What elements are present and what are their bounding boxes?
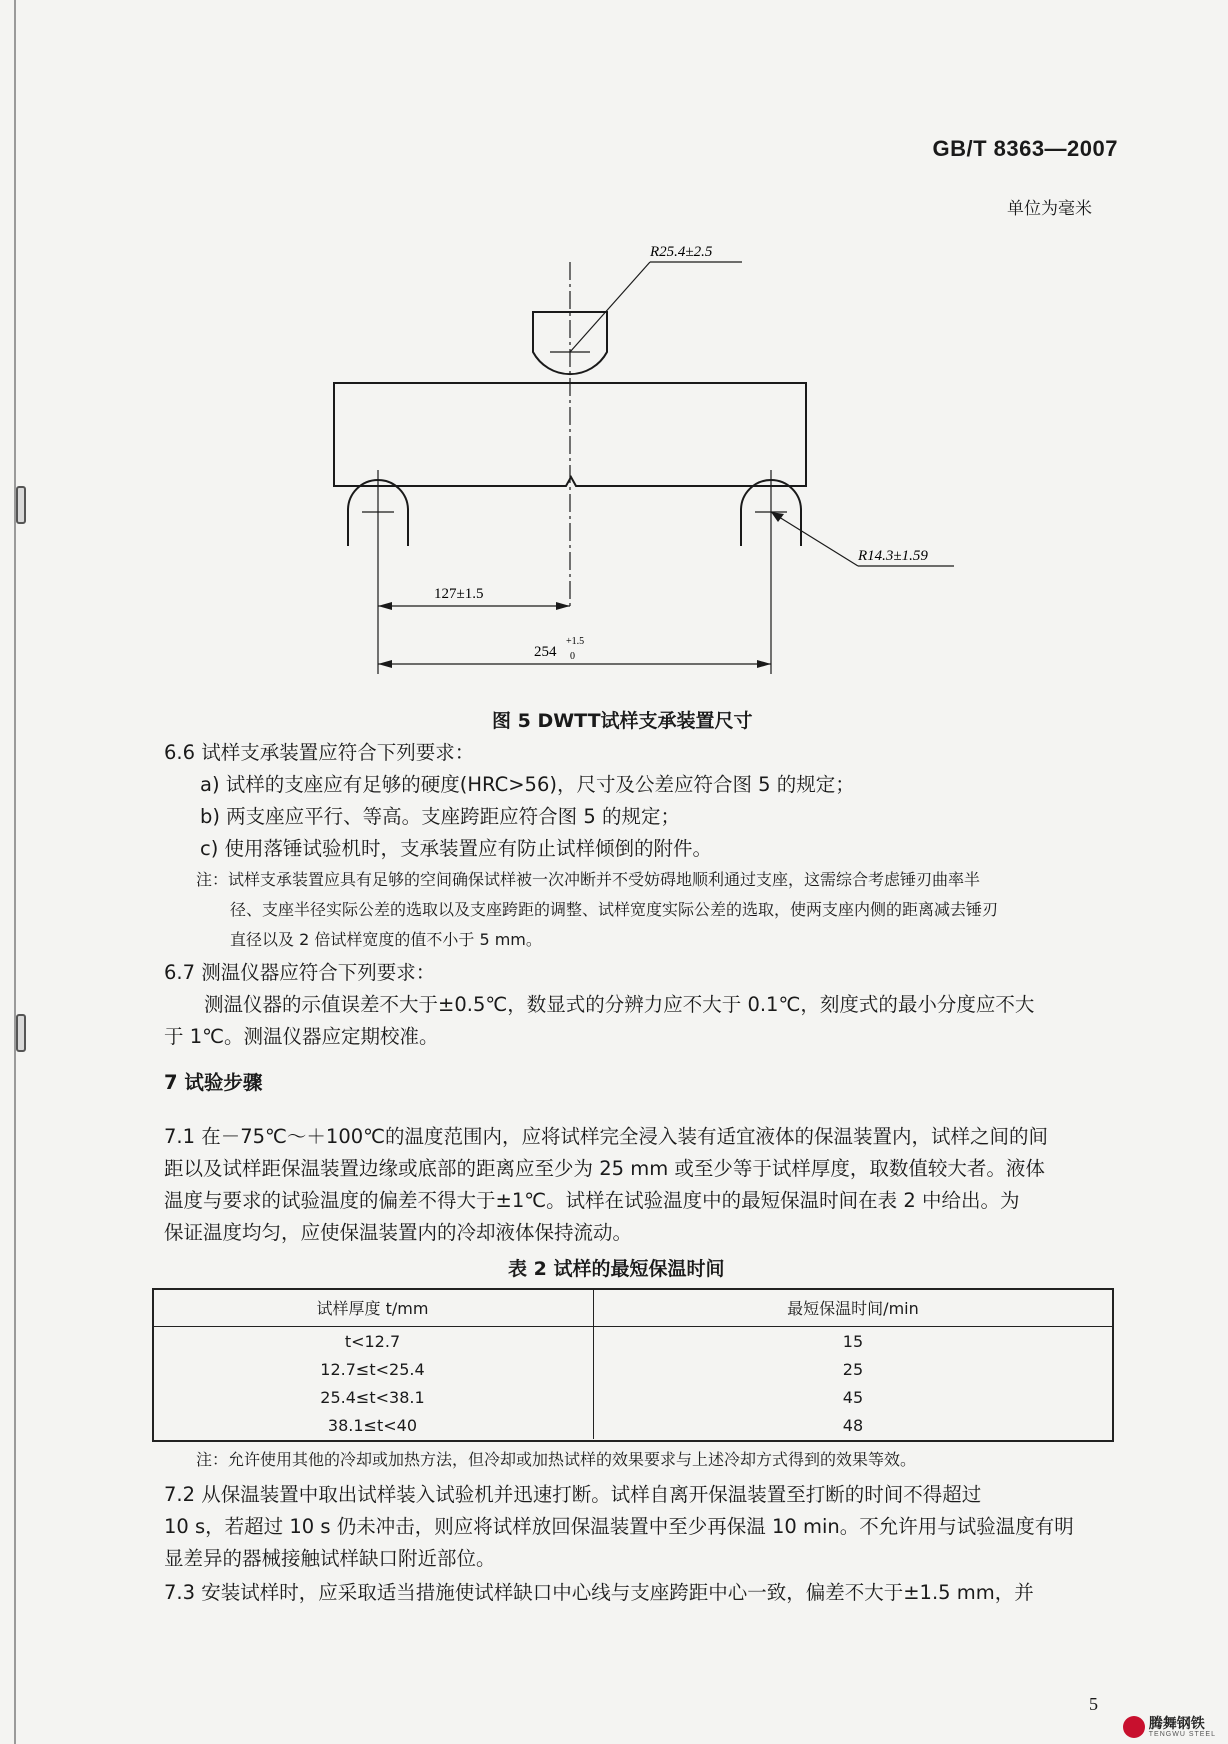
paragraph-line: 测温仪器的示值误差不大于±0.5℃，数显式的分辨力应不大于 0.1℃，刻度式的最小分度应不大 — [204, 993, 1035, 1016]
section-6-7-title: 6.7 测温仪器应符合下列要求： — [164, 961, 436, 984]
paragraph-line: 温度与要求的试验温度的偏差不得大于±1℃。试样在试验温度中的最短保温时间在表 2 中给出。为 — [164, 1189, 1020, 1212]
hammer-radius-label: R25.4±2.5 — [650, 244, 713, 260]
table-header-time: 最短保温时间/min — [593, 1288, 1112, 1327]
list-item-c: c) 使用落锤试验机时，支承装置应有防止试样倾倒的附件。 — [200, 837, 713, 860]
note-line: 径、支座半径实际公差的选取以及支座跨距的调整、试样宽度实际公差的选取，使两支座内侧的距离减去锤刃 — [230, 900, 999, 919]
section-6-6-title: 6.6 试样支承装置应符合下列要求： — [164, 741, 475, 764]
holding-time-table — [152, 1288, 1112, 1439]
span-lower-tol: 0 — [570, 651, 575, 662]
table-row — [152, 1355, 1112, 1383]
span-label: 254 — [534, 644, 557, 660]
time-cell: 48 — [842, 1415, 864, 1435]
table-note: 注：允许使用其他的冷却或加热方法，但冷却或加热试样的效果要求与上述冷却方式得到的效果等效。 — [196, 1450, 917, 1469]
time-cell: 15 — [842, 1331, 864, 1351]
paragraph-line: 显差异的器械接触试样缺口附近部位。 — [164, 1547, 496, 1570]
brand-name: 腾舞钢铁 — [1148, 1715, 1205, 1732]
brand-subtitle: TENGWU STEEL — [1148, 1730, 1216, 1738]
list-item-b: b) 两支座应平行、等高。支座跨距应符合图 5 的规定； — [200, 805, 680, 828]
paragraph-line: 7.3 安装试样时，应采取适当措施使试样缺口中心线与支座跨距中心一致，偏差不大于±1.5 mm，并 — [164, 1581, 1034, 1604]
thickness-cell: t<12.7 — [152, 1327, 593, 1356]
table-row — [152, 1383, 1112, 1411]
thickness-cell: 12.7≤t<25.4 — [152, 1355, 593, 1383]
page-number: 5 — [1089, 1694, 1098, 1714]
thickness-cell: 38.1≤t<40 — [152, 1411, 593, 1439]
paragraph-line: 距以及试样距保温装置边缘或底部的距离应至少为 25 mm 或至少等于试样厚度，取数值较大者。液体 — [164, 1157, 1045, 1180]
time-cell: 25 — [842, 1359, 864, 1379]
staple — [16, 1014, 26, 1052]
paragraph-line: 10 s，若超过 10 s 仍未冲击，则应将试样放回保温装置中至少再保温 10 min。不允许用与试验温度有明 — [164, 1515, 1074, 1538]
half-span-label: 127±1.5 — [434, 586, 484, 602]
unit-note: 单位为毫米 — [1007, 199, 1092, 219]
section-7-title: 7 试验步骤 — [164, 1071, 263, 1094]
dwtt-support-figure — [0, 0, 1228, 700]
brand-watermark — [1123, 1716, 1216, 1738]
figure-caption: 图 5 DWTT试样支承装置尺寸 — [492, 710, 753, 732]
paragraph-line: 于 1℃。测温仪器应定期校准。 — [164, 1025, 439, 1048]
brand-text-block — [1149, 1717, 1216, 1738]
table-row — [152, 1411, 1112, 1439]
note-line: 注：试样支承装置应具有足够的空间确保试样被一次冲断并不受妨碍地顺利通过支座，这需综合考虑锤刃曲率半 — [196, 870, 981, 889]
thickness-cell: 25.4≤t<38.1 — [152, 1383, 593, 1411]
support-radius-label: R14.3±1.59 — [858, 548, 928, 564]
table-caption: 表 2 试样的最短保温时间 — [508, 1258, 725, 1280]
span-upper-tol: +1.5 — [566, 636, 585, 647]
time-cell: 45 — [842, 1387, 864, 1407]
list-item-a: a) 试样的支座应有足够的硬度(HRC>56)，尺寸及公差应符合图 5 的规定； — [200, 773, 855, 796]
brand-logo-icon — [1123, 1716, 1145, 1738]
paragraph-line: 7.2 从保温装置中取出试样装入试验机并迅速打断。试样自离开保温装置至打断的时间不得超过 — [164, 1483, 982, 1506]
table-row — [152, 1327, 1112, 1356]
paragraph-line: 7.1 在－75℃～＋100℃的温度范围内，应将试样完全浸入装有适宜液体的保温装置内，试样之间的间 — [164, 1125, 1049, 1148]
paragraph-line: 保证温度均匀，应使保温装置内的冷却液体保持流动。 — [164, 1221, 633, 1244]
note-line: 直径以及 2 倍试样宽度的值不小于 5 mm。 — [230, 930, 542, 949]
table-header-thickness: 试样厚度 t/mm — [152, 1288, 593, 1327]
standard-code: GB/T 8363—2007 — [932, 136, 1118, 161]
